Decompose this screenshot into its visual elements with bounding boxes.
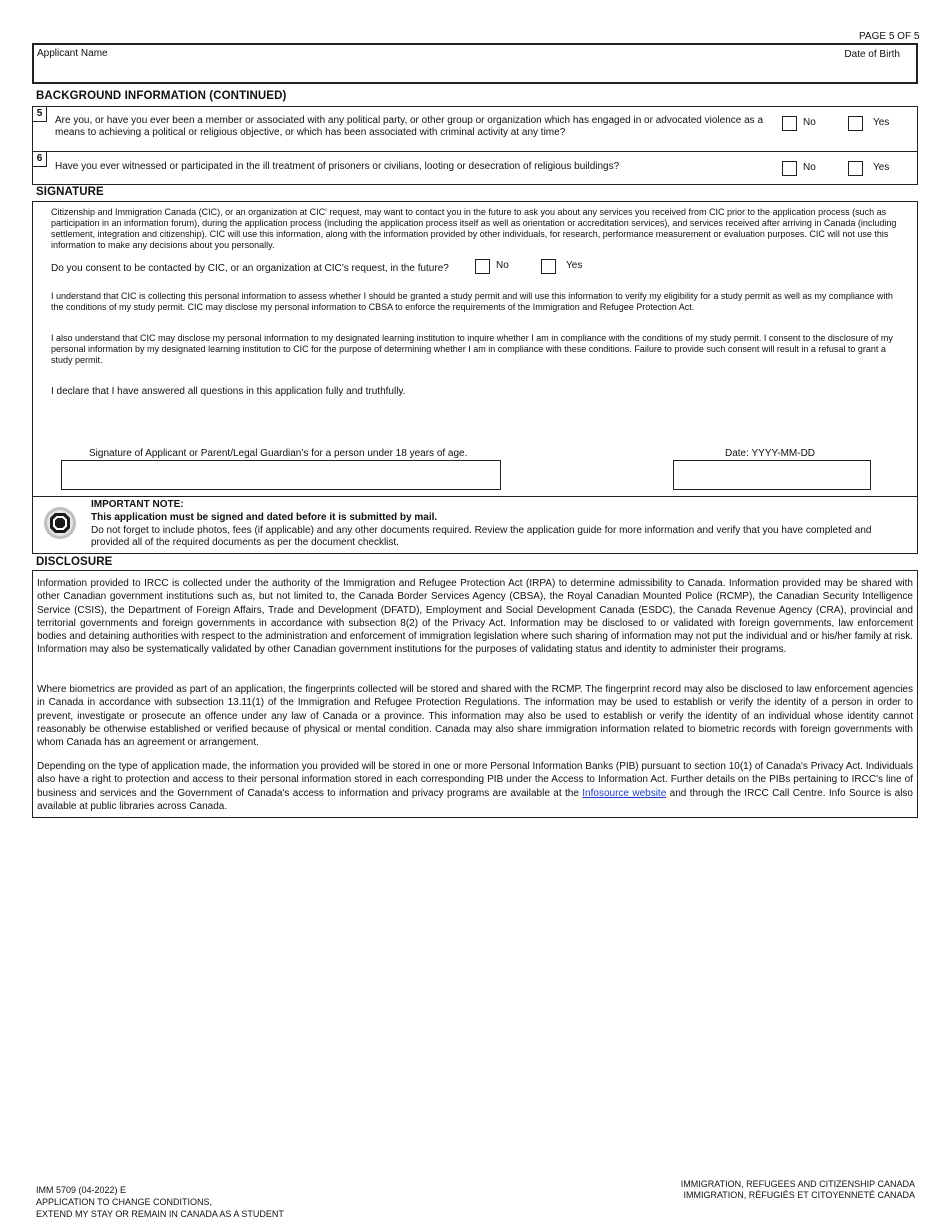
applicant-header-box [32,43,918,84]
question-6-yes-label: Yes [873,162,890,173]
consent-yes-label: Yes [566,260,583,271]
question-number: 6 [33,152,47,167]
background-section-title: BACKGROUND INFORMATION (CONTINUED) [36,90,287,102]
understand-paragraph-1: I understand that CIC is collecting this personal information to assess whether I should be granted a study permit and will use this information to verify my eligibility for a study permit as well as my compliance with the conditions of my study permit. CIC may disclose my personal information to CBSA to enforce the requirements of the Immigration and Refugee Protection Act. [51,291,893,312]
question-6-text: Have you ever witnessed or participated in the ill treatment of prisoners or civilians, looting or desecration of religious buildings? [55,161,620,172]
question-6-row [32,151,918,185]
date-field[interactable] [673,460,871,490]
consent-no-checkbox[interactable] [475,259,490,274]
footer-form-code: IMM 5709 (04-2022) E [36,1185,127,1195]
disclosure-paragraph-2: Where biometrics are provided as part of an application, the fingerprints collected will be stored and shared with the RCMP. The fingerprint record may also be disclosed to law enforcement agencies in Canada in accordance with subsection 13.11(1) of the Immigration and Refugee Protection Regulations. The information may be used to establish or verify the identity of a person in order to prevent, investigate or prosecute an offence under any law of Canada or a province. This information may also be used to establish or verify the identity of an individual whose identity cannot reasonably be otherwise established or verified because of physical or mental condition. Canada may also share immigration information related to biometric records with foreign governments with whom Canada has an agreement or arrangement. [37,684,913,749]
consent-yes-checkbox[interactable] [541,259,556,274]
footer-dept-en: IMMIGRATION, REFUGEES AND CITIZENSHIP CANADA [680,1179,915,1189]
question-6-yes-checkbox[interactable] [848,161,863,176]
page-indicator: PAGE 5 OF 5 [859,31,920,42]
footer-form-title-1: APPLICATION TO CHANGE CONDITIONS, [36,1197,213,1207]
footer-dept-fr: IMMIGRATION, RÉFUGIÉS ET CITOYENNETÉ CANADA [683,1190,915,1200]
question-5-text: Are you, or have you ever been a member or associated with any political party, or other group or organization which has engaged in or advocated violence as a means to achieving a political or religious objective, or which has been associated with criminal activity at any time? [55,115,764,138]
important-note-box [32,496,918,554]
disclosure-paragraph-1: Information provided to IRCC is collected under the authority of the Immigration and Refugee Protection Act (IRPA) to determine admissibility to Canada. Information provided may be shared with other Canadian government institutions such as, but not limited to, the Canada Border Services Agency (CBSA), the Royal Canadian Mounted Police (RCMP), the Canadian Security Intelligence Service (CSIS), the Department of Foreign Affairs, Trade and Development (DFATD), Employment and Social Development Canada (ESDC), the Canada Revenue Agency (CRA), provincial and territorial governments and foreign governments in accordance with subsection 8(2) of the Privacy Act. Information may be disclosed to or validated with foreign governments, law enforcement bodies and detaining authorities with respect to the administration and enforcement of immigration legislation where such sharing of information may not put the individual and or his/her family at risk. Information may also be systematically validated by other Canadian government institutions for the purposes of validating status and identity to administer their programs. [37,578,913,656]
important-note-body: Do not forget to include photos, fees (if applicable) and any other documents required. Review the application guide for more information and verify that you have completed and provided all of the required documents as per the document checklist. [91,525,872,548]
warning-stop-icon [43,506,77,540]
disclosure-box [32,570,918,818]
question-5-no-label: No [803,117,816,128]
consent-no-label: No [496,260,509,271]
consent-question: Do you consent to be contacted by CIC, or an organization at CIC’s request, in the future? [51,263,449,274]
signature-section-box [32,201,918,497]
question-6-no-checkbox[interactable] [782,161,797,176]
contact-paragraph: Citizenship and Immigration Canada (CIC), or an organization at CIC' request, may want to contact you in the future to ask you about any services you received from CIC prior to the application process (such as participation in an information forum), during the application process (including the application process itself as well as orientation or accreditation services), and services received after arriving in Canada (including settlement, integration and citizenship). CIC will use this information, along with the information provided by other individuals, for research, performance measurement or evaluation purposes. CIC will not use this information to make any decisions about you personally. [51,207,897,250]
important-note-bold-line: This application must be signed and dated before it is submitted by mail. [91,512,438,523]
question-5-row [32,106,918,152]
question-5-no-checkbox[interactable] [782,116,797,131]
date-label: Date: YYYY-MM-DD [725,448,816,459]
disclosure-paragraph-3-text-end: and through the IRCC Call Centre. Info Source is also available at public libraries across Canada. [37,787,913,812]
disclosure-section-title: DISCLOSURE [36,556,113,568]
understand-paragraph-2: I also understand that CIC may disclose my personal information to my designated learning institution to inquire whether I am in compliance with the conditions of my study permit. I consent to the disclosure of my personal information by my designated learning institution to CIC for the purpose of determining whether I am in compliance with these conditions. Failure to provide such consent will result in a refusal to grant a study permit. [51,333,893,365]
footer-form-title-2: EXTEND MY STAY OR REMAIN IN CANADA AS A STUDENT [36,1209,284,1219]
disclosure-paragraph-3-text: Depending on the type of application made, the information you provided will be stored in one or more Personal Information Banks (PIB) pursuant to section 10(1) of Canada's Privacy Act. Individuals also have a right to protection and access to their personal information stored in each corresponding PIB under the Access to Information Act. Further details on the PIBs pertaining to IRCC's line of business and services and the Government of Canada's access to information and privacy programs are available at the [37,761,913,799]
declaration-text: I declare that I have answered all questions in this application fully and truthfully. [51,386,406,397]
question-5-yes-label: Yes [873,117,890,128]
signature-field[interactable] [61,460,501,490]
signature-label: Signature of Applicant or Parent/Legal Guardian’s for a person under 18 years of age. [89,448,468,459]
question-number: 5 [33,107,47,122]
question-5-yes-checkbox[interactable] [848,116,863,131]
question-6-no-label: No [803,162,816,173]
disclosure-paragraph-3 [37,760,913,813]
infosource-link[interactable]: Infosource website [582,787,667,799]
important-note-title: IMPORTANT NOTE: [91,499,184,510]
signature-section-title: SIGNATURE [36,186,104,198]
applicant-name-label: Applicant Name [37,48,108,59]
date-of-birth-label: Date of Birth [844,49,900,60]
